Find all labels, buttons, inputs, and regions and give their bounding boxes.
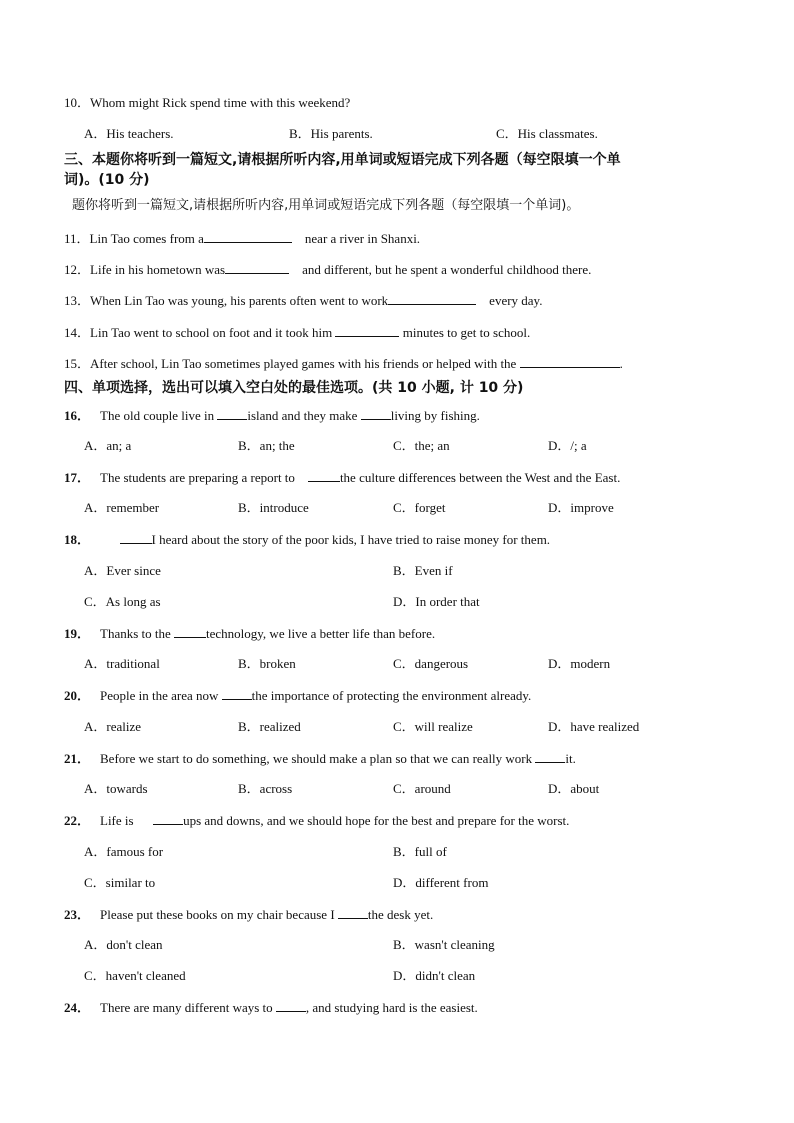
question-text: every day. xyxy=(489,293,543,308)
question-21 xyxy=(64,750,576,767)
question-22-option-b[interactable]: B．full of xyxy=(393,844,447,859)
question-10-option-c: C．His classmates. xyxy=(496,126,598,141)
answer-blank[interactable] xyxy=(308,469,340,482)
question-16-option-b[interactable]: B．an; the xyxy=(238,438,295,453)
question-text: near a river in Shanxi. xyxy=(304,231,421,246)
question-23-option-c[interactable]: C．haven't cleaned xyxy=(84,968,186,983)
question-19 xyxy=(64,625,435,642)
answer-blank[interactable] xyxy=(520,355,620,368)
question-22-option-c[interactable]: C．similar to xyxy=(84,875,156,890)
question-17-option-b[interactable]: B．introduce xyxy=(238,500,309,515)
question-23 xyxy=(64,906,433,923)
question-22 xyxy=(64,812,569,829)
question-text: minutes to get to school. xyxy=(402,325,531,340)
answer-blank[interactable] xyxy=(535,750,565,763)
question-text: the importance of protecting the environment already. xyxy=(251,688,532,703)
question-text: it. xyxy=(565,751,576,766)
section-4-title: 四、单项选择，选出可以填入空白处的最佳选项。(共 10 小题, 计 10 分) xyxy=(64,380,524,396)
question-16 xyxy=(64,407,480,424)
question-24 xyxy=(64,999,478,1016)
question-text: Life in his hometown was xyxy=(90,262,226,277)
question-number: 19． xyxy=(64,626,91,641)
question-text: I heard about the story of the poor kids, I have tried to raise money for them. xyxy=(151,532,551,547)
answer-blank[interactable] xyxy=(217,407,247,420)
question-text: The students are preparing a report to xyxy=(100,470,295,485)
question-text: ups and downs, and we should hope for the best and prepare for the worst. xyxy=(183,813,570,828)
question-23-option-a[interactable]: A．don't clean xyxy=(84,937,163,952)
question-text: island and they make xyxy=(247,408,358,423)
question-18-option-a[interactable]: A．Ever since xyxy=(84,563,161,578)
answer-blank[interactable] xyxy=(388,292,476,305)
question-number: 11． xyxy=(64,231,90,246)
question-14 xyxy=(64,324,530,341)
question-text: . xyxy=(619,356,623,371)
question-21-option-c[interactable]: C．around xyxy=(393,781,451,796)
question-text: Before we start to do something, we should make a plan so that we can really work xyxy=(100,751,533,766)
question-number: 24． xyxy=(64,1000,91,1015)
question-12 xyxy=(64,261,591,278)
question-21-option-a[interactable]: A．towards xyxy=(84,781,148,796)
question-19-option-d[interactable]: D．modern xyxy=(548,656,611,671)
question-text: the desk yet. xyxy=(367,907,434,922)
question-text: the culture differences between the West and the East. xyxy=(339,470,621,485)
question-19-option-b[interactable]: B．broken xyxy=(238,656,296,671)
question-text: Lin Tao went to school on foot and it took him xyxy=(90,325,333,340)
question-20-option-d[interactable]: D．have realized xyxy=(548,719,640,734)
question-number: 15． xyxy=(64,356,91,371)
question-20-option-b[interactable]: B．realized xyxy=(238,719,301,734)
question-21-option-d[interactable]: D．about xyxy=(548,781,600,796)
answer-blank[interactable] xyxy=(225,261,289,274)
question-11 xyxy=(64,230,420,247)
question-10-option-a: A．His teachers. xyxy=(84,126,174,141)
question-text: There are many different ways to xyxy=(100,1000,273,1015)
question-text: Please put these books on my chair because I xyxy=(100,907,335,922)
question-17 xyxy=(64,469,620,486)
question-number: 20． xyxy=(64,688,91,703)
question-22-option-a[interactable]: A．famous for xyxy=(84,844,164,859)
question-text: technology, we live a better life than before. xyxy=(206,626,436,641)
question-number: 18． xyxy=(64,532,91,547)
question-23-option-d[interactable]: D．didn't clean xyxy=(393,968,476,983)
question-text: People in the area now xyxy=(100,688,219,703)
question-text: living by fishing. xyxy=(390,408,480,423)
question-21-option-b[interactable]: B．across xyxy=(238,781,293,796)
question-17-option-a[interactable]: A．remember xyxy=(84,500,160,515)
question-19-option-c[interactable]: C．dangerous xyxy=(393,656,469,671)
answer-blank[interactable] xyxy=(204,230,292,243)
question-number: 23． xyxy=(64,907,91,922)
question-20-option-a[interactable]: A．realize xyxy=(84,719,142,734)
question-text: , and studying hard is the easiest. xyxy=(305,1000,478,1015)
answer-blank[interactable] xyxy=(361,407,391,420)
question-number: 17． xyxy=(64,470,91,485)
question-10-stem: 10．Whom might Rick spend time with this weekend? xyxy=(64,95,351,110)
question-text: and different, but he spent a wonderful childhood there. xyxy=(302,262,592,277)
question-22-option-d[interactable]: D．different from xyxy=(393,875,489,890)
question-text: Lin Tao comes from a xyxy=(89,231,204,246)
question-text: When Lin Tao was young, his parents often went to work xyxy=(90,293,389,308)
question-19-option-a[interactable]: A．traditional xyxy=(84,656,160,671)
answer-blank[interactable] xyxy=(338,906,368,919)
question-16-option-d[interactable]: D．/; a xyxy=(548,438,587,453)
answer-blank[interactable] xyxy=(335,324,399,337)
question-17-option-c[interactable]: C．forget xyxy=(393,500,446,515)
question-number: 21． xyxy=(64,751,91,766)
section-3-title: 三、本题你将听到一篇短文,请根据所听内容,用单词或短语完成下列各题（每空限填一个单 xyxy=(64,152,621,168)
question-text: Thanks to the xyxy=(100,626,171,641)
question-17-option-d[interactable]: D．improve xyxy=(548,500,614,515)
answer-blank[interactable] xyxy=(276,999,306,1012)
answer-blank[interactable] xyxy=(120,531,152,544)
question-number: 12． xyxy=(64,262,91,277)
question-18-option-b[interactable]: B．Even if xyxy=(393,563,453,578)
section-3-title-cont: 词)。(10 分) xyxy=(64,172,150,188)
question-18-option-c[interactable]: C．As long as xyxy=(84,594,161,609)
question-15 xyxy=(64,355,623,372)
question-number: 22． xyxy=(64,813,91,828)
question-18 xyxy=(64,531,550,548)
answer-blank[interactable] xyxy=(222,687,252,700)
question-18-option-d[interactable]: D．In order that xyxy=(393,594,480,609)
question-13 xyxy=(64,292,542,309)
question-text: After school, Lin Tao sometimes played games with his friends or helped with the xyxy=(90,356,517,371)
section-3-instruction: 题你将听到一篇短文,请根据所听内容,用单词或短语完成下列各题（每空限填一个单词)。 xyxy=(72,198,580,213)
question-20 xyxy=(64,687,531,704)
answer-blank[interactable] xyxy=(174,625,206,638)
question-number: 13． xyxy=(64,293,91,308)
question-text: Life is xyxy=(100,813,134,828)
question-16-option-a[interactable]: A．an; a xyxy=(84,438,132,453)
question-number: 16． xyxy=(64,408,91,423)
question-10-option-b: B．His parents. xyxy=(289,126,373,141)
question-number: 14． xyxy=(64,325,91,340)
question-23-option-b[interactable]: B．wasn't cleaning xyxy=(393,937,495,952)
question-16-option-c[interactable]: C．the; an xyxy=(393,438,450,453)
question-text: The old couple live in xyxy=(100,408,215,423)
answer-blank[interactable] xyxy=(153,812,183,825)
question-20-option-c[interactable]: C．will realize xyxy=(393,719,473,734)
